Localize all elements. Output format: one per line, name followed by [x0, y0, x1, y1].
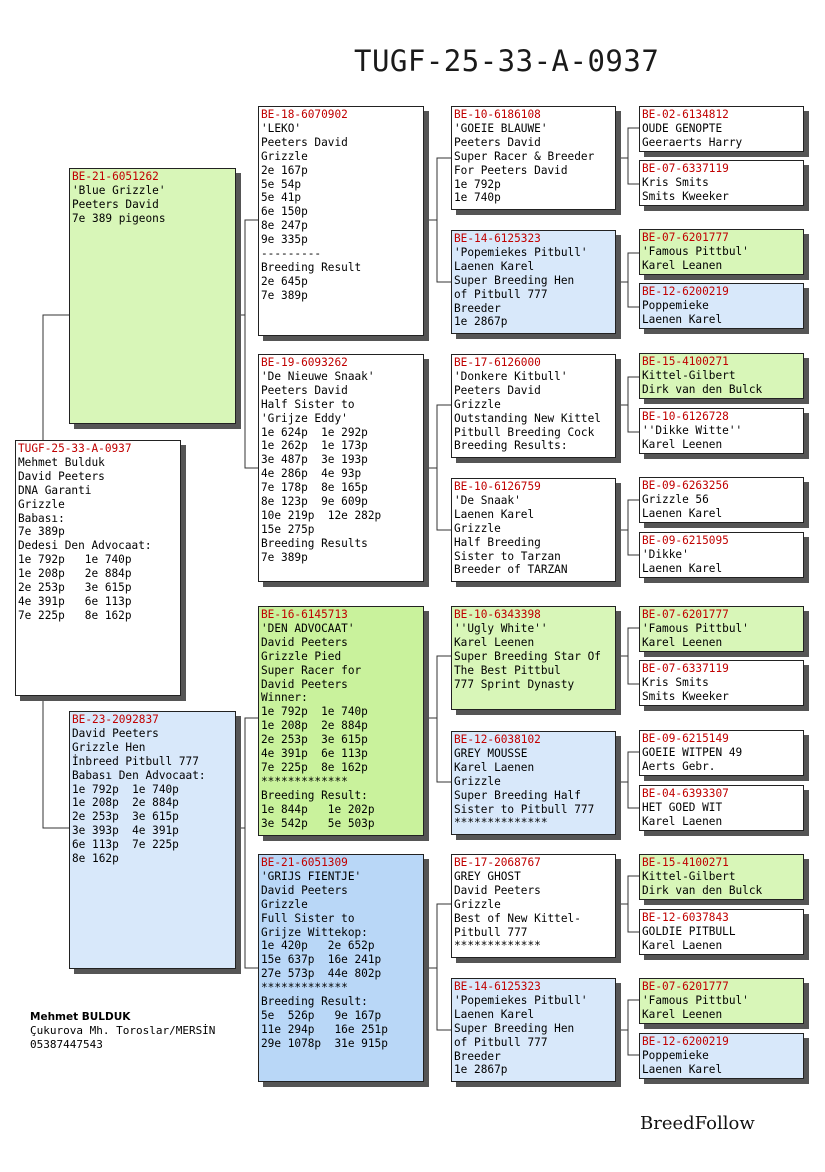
grandparent-card — [258, 606, 424, 836]
ancestor-gen5-card — [639, 854, 804, 900]
ring-number: TUGF-25-33-A-0937 — [18, 442, 132, 455]
pigeon-info-line: Mehmet Bulduk — [18, 455, 105, 469]
great-grandparent-card — [451, 731, 616, 835]
pigeon-info-line: 5e 41p — [261, 191, 302, 205]
pigeon-info-line: Dirk van den Bulck — [642, 382, 763, 396]
pigeon-info-line: GOLDIE PITBULL — [642, 924, 736, 938]
pigeon-info-line: --------- — [261, 247, 322, 261]
pigeon-info-line: 'GOEIE BLAUWE' — [454, 121, 548, 135]
ring-number: BE-10-6126728 — [642, 410, 729, 423]
ring-number: BE-12-6200219 — [642, 285, 729, 298]
pigeon-info-line: GOEIE WITPEN 49 — [642, 745, 743, 759]
ancestor-gen5-card — [639, 532, 804, 578]
pigeon-info-line: Breeder of TARZAN — [454, 563, 568, 577]
pigeon-info-line: 'GRIJS FIENTJE' — [261, 869, 362, 883]
pigeon-info-line: Karel Leenen — [454, 635, 535, 649]
ring-number: BE-17-6126000 — [454, 356, 541, 369]
pigeon-info-line: David Peeters — [454, 883, 541, 897]
ring-number: BE-17-2068767 — [454, 856, 541, 869]
pigeon-info-line: Grizzle — [261, 897, 308, 911]
pigeon-info-line: Peeters David — [72, 197, 159, 211]
pigeon-info-line: 7e 225p 8e 162p — [18, 608, 132, 622]
pigeon-info-line: 'Famous Pittbul' — [642, 621, 749, 635]
owner-address: Çukurova Mh. Toroslar/MERSİN — [30, 1024, 216, 1037]
ring-number: BE-18-6070902 — [261, 108, 348, 121]
ring-number: BE-10-6126759 — [454, 480, 541, 493]
pigeon-info-line: 2e 253p 3e 615p — [18, 581, 132, 595]
great-grandparent-card — [451, 230, 616, 334]
pigeon-info-line: 9e 335p — [261, 233, 308, 247]
ancestor-gen5-card — [639, 730, 804, 776]
pigeon-info-line: Kris Smits — [642, 175, 709, 189]
pigeon-info-line: Super Breeding Half — [454, 788, 581, 802]
pigeon-info-line: GREY GHOST — [454, 869, 521, 883]
great-grandparent-card — [451, 478, 616, 582]
pigeon-info-line: 1e 208p 2e 884p — [261, 719, 368, 733]
pigeon-info-line: 'Famous Pittbul' — [642, 244, 749, 258]
great-grandparent-card — [451, 978, 616, 1082]
pigeon-info-line: 6e 150p — [261, 205, 308, 219]
pigeon-info-line: ''Ugly White'' — [454, 621, 548, 635]
ring-number: BE-09-6263256 — [642, 479, 729, 492]
pigeon-info-line: 5e 54p — [261, 177, 302, 191]
pigeon-info-line: 1e 792p 1e 740p — [72, 782, 179, 796]
great-grandparent-card — [451, 354, 616, 458]
pigeon-info-line: Peeters David — [261, 135, 348, 149]
pigeon-info-line: 'Popemiekes Pitbull' — [454, 993, 588, 1007]
pigeon-info-line: Super Breeding Hen — [454, 273, 575, 287]
pigeon-info-line: ************* — [261, 774, 348, 788]
pigeon-info-line: 'Popemiekes Pitbull' — [454, 245, 588, 259]
pigeon-info-line: Aerts Gebr. — [642, 759, 716, 773]
ancestor-gen5-card — [639, 160, 804, 206]
pigeon-info-line: Babası Den Advocaat: — [72, 768, 206, 782]
pigeon-info-line: Karel Laenen — [642, 938, 723, 952]
pigeon-info-line: Karel Leenen — [642, 1007, 723, 1021]
pigeon-info-line: 1e 2867p — [454, 1063, 508, 1077]
pigeon-info-line: Peeters David — [261, 383, 348, 397]
pigeon-info-line: 1e 208p 2e 884p — [18, 567, 132, 581]
pigeon-info-line: Laenen Karel — [642, 1062, 723, 1076]
pigeon-info-line: 1e 262p 1e 173p — [261, 439, 368, 453]
pigeon-info-line: Half Breeding — [454, 535, 541, 549]
pigeon-info-line: Breeding Result — [261, 260, 362, 274]
pigeon-info-line: Grizzle — [261, 149, 308, 163]
pigeon-info-line: Sister to Tarzan — [454, 549, 561, 563]
pigeon-info-line: Smits Kweeker — [642, 689, 729, 703]
pigeon-info-line: Breeding Results — [261, 536, 368, 550]
pigeon-info-line: 'Famous Pittbul' — [642, 993, 749, 1007]
pigeon-info-line: 8e 123p 9e 609p — [261, 495, 368, 509]
pigeon-info-line: ************* — [261, 981, 348, 995]
pigeon-info-line: David Peeters — [261, 635, 348, 649]
dam-card — [69, 711, 236, 969]
pigeon-info-line: Laenen Karel — [454, 1007, 535, 1021]
pigeon-info-line: 1e 792p 1e 740p — [261, 705, 368, 719]
pigeon-info-line: Winner: — [261, 691, 308, 705]
owner-info — [30, 1010, 215, 1052]
ring-number: BE-12-6038102 — [454, 733, 541, 746]
owner-name: Mehmet BULDUK — [30, 1011, 131, 1023]
grandparent-card — [258, 854, 424, 1082]
ring-number: BE-04-6393307 — [642, 787, 729, 800]
ring-number: BE-14-6125323 — [454, 980, 541, 993]
pigeon-info-line: Breeding Results: — [454, 439, 568, 453]
pigeon-info-line: Grizzle — [454, 897, 501, 911]
pigeon-info-line: DNA Garanti — [18, 483, 92, 497]
pigeon-info-line: 'Blue Grizzle' — [72, 183, 166, 197]
ring-number: BE-02-6134812 — [642, 108, 729, 121]
ancestor-gen5-card — [639, 229, 804, 275]
ring-number: BE-21-6051262 — [72, 170, 159, 183]
pigeon-info-line: 2e 253p 3e 615p — [72, 810, 179, 824]
ancestor-gen5-card — [639, 606, 804, 652]
pigeon-info-line: 15e 275p — [261, 522, 315, 536]
pigeon-info-line: Babası: — [18, 511, 65, 525]
pigeon-info-line: 4e 286p 4e 93p — [261, 467, 362, 481]
ring-number: BE-07-6337119 — [642, 162, 729, 175]
ancestor-gen5-card — [639, 106, 804, 152]
ring-number: BE-09-6215149 — [642, 732, 729, 745]
ring-number: BE-10-6186108 — [454, 108, 541, 121]
pigeon-info-line: 'Grijze Eddy' — [261, 411, 348, 425]
subject-pigeon-card — [15, 440, 181, 696]
pigeon-info-line: Super Racer & Breeder — [454, 149, 595, 163]
pigeon-info-line: Peeters David — [454, 135, 541, 149]
pigeon-info-line: Grizzle 56 — [642, 492, 709, 506]
pigeon-info-line: Karel Leanen — [642, 258, 723, 272]
pigeon-info-line: 'De Nieuwe Snaak' — [261, 369, 375, 383]
ring-number: BE-14-6125323 — [454, 232, 541, 245]
ancestor-gen5-card — [639, 408, 804, 454]
ring-number: BE-07-6201777 — [642, 231, 729, 244]
ring-number: BE-15-4100271 — [642, 355, 729, 368]
pigeon-info-line: Full Sister to — [261, 911, 355, 925]
pigeon-info-line: İnbreed Pitbull 777 — [72, 754, 199, 768]
pigeon-info-line: Dedesi Den Advocaat: — [18, 539, 152, 553]
pigeon-info-line: The Best Pittbul — [454, 663, 561, 677]
pigeon-info-line: David Peeters — [261, 677, 348, 691]
pigeon-info-line: Breeder — [454, 301, 501, 315]
pigeon-info-line: Kittel-Gilbert — [642, 869, 736, 883]
pigeon-info-line: 7e 389 pigeons — [72, 211, 166, 225]
ring-number: BE-07-6201777 — [642, 980, 729, 993]
pedigree-title: TUGF-25-33-A-0937 — [354, 44, 660, 78]
pigeon-info-line: 1e 740p — [454, 191, 501, 205]
great-grandparent-card — [451, 854, 616, 958]
pigeon-info-line: Super Breeding Hen — [454, 1021, 575, 1035]
ancestor-gen5-card — [639, 785, 804, 831]
pigeon-info-line: ''Dikke Witte'' — [642, 423, 743, 437]
pigeon-info-line: 2e 167p — [261, 163, 308, 177]
pigeon-info-line: Super Breeding Star Of — [454, 649, 601, 663]
pigeon-info-line: 3e 542p 5e 503p — [261, 816, 375, 830]
pigeon-info-line: Laenen Karel — [454, 259, 535, 273]
pigeon-info-line: 7e 389p — [261, 288, 308, 302]
pigeon-info-line: 10e 219p 12e 282p — [261, 508, 382, 522]
pigeon-info-line: 8e 247p — [261, 219, 308, 233]
pigeon-info-line: 1e 2867p — [454, 315, 508, 329]
pigeon-info-line: 15e 637p 16e 241p — [261, 953, 382, 967]
pigeon-info-line: Karel Leenen — [642, 437, 723, 451]
great-grandparent-card — [451, 606, 616, 710]
pigeon-info-line: Poppemieke — [642, 1048, 709, 1062]
pigeon-info-line: OUDE GENOPTE — [642, 121, 723, 135]
ancestor-gen5-card — [639, 283, 804, 329]
pigeon-info-line: David Peeters — [18, 469, 105, 483]
pigeon-info-line: 1e 844p 1e 202p — [261, 802, 375, 816]
pigeon-info-line: Outstanding New Kittel — [454, 411, 601, 425]
pigeon-info-line: Kris Smits — [642, 675, 709, 689]
pigeon-info-line: Grijze Wittekop: — [261, 925, 368, 939]
pigeon-info-line: 1e 624p 1e 292p — [261, 425, 368, 439]
pigeon-info-line: 777 Sprint Dynasty — [454, 677, 575, 691]
brand-logo: BreedFollow — [640, 1113, 755, 1134]
pigeon-info-line: Grizzle — [18, 497, 65, 511]
pigeon-info-line: Grizzle — [454, 521, 501, 535]
pigeon-info-line: HET GOED WIT — [642, 800, 723, 814]
pigeon-info-line: 2e 645p — [261, 274, 308, 288]
pigeon-info-line: 6e 113p 7e 225p — [72, 838, 179, 852]
pigeon-info-line: Breeding Result: — [261, 788, 368, 802]
ancestor-gen5-card — [639, 353, 804, 399]
pigeon-info-line: of Pitbull 777 — [454, 1035, 548, 1049]
ancestor-gen5-card — [639, 978, 804, 1024]
ring-number: BE-10-6343398 — [454, 608, 541, 621]
pigeon-info-line: 7e 225p 8e 162p — [261, 760, 368, 774]
ring-number: BE-07-6337119 — [642, 662, 729, 675]
sire-card — [69, 168, 236, 424]
ring-number: BE-12-6200219 — [642, 1035, 729, 1048]
grandparent-card — [258, 106, 424, 336]
pigeon-info-line: Poppemieke — [642, 298, 709, 312]
pigeon-info-line: GREY MOUSSE — [454, 746, 528, 760]
pigeon-info-line: Karel Laenen — [454, 760, 535, 774]
pigeon-info-line: Grizzle — [454, 774, 501, 788]
pigeon-info-line: Grizzle Hen — [72, 740, 146, 754]
pigeon-info-line: Pitbull Breeding Cock — [454, 425, 595, 439]
pigeon-info-line: ************* — [454, 939, 541, 953]
pigeon-info-line: Karel Laenen — [642, 814, 723, 828]
pigeon-info-line: 2e 253p 3e 615p — [261, 733, 368, 747]
pigeon-info-line: 'De Snaak' — [454, 493, 521, 507]
ring-number: BE-16-6145713 — [261, 608, 348, 621]
pigeon-info-line: 7e 178p 8e 165p — [261, 481, 368, 495]
pigeon-info-line: Best of New Kittel- — [454, 911, 581, 925]
pigeon-info-line: Half Sister to — [261, 397, 355, 411]
pigeon-info-line: Pitbull 777 — [454, 925, 528, 939]
ring-number: BE-07-6201777 — [642, 608, 729, 621]
pigeon-info-line: Grizzle Pied — [261, 649, 342, 663]
ring-number: BE-23-2092837 — [72, 713, 159, 726]
ring-number: BE-15-4100271 — [642, 856, 729, 869]
pigeon-info-line: Karel Leenen — [642, 635, 723, 649]
pigeon-info-line: 1e 420p 2e 652p — [261, 939, 375, 953]
pigeon-info-line: Breeder — [454, 1049, 501, 1063]
pigeon-info-line: ************** — [454, 816, 548, 830]
pigeon-info-line: For Peeters David — [454, 163, 568, 177]
pigeon-info-line: Laenen Karel — [642, 506, 723, 520]
pigeon-info-line: 'DEN ADVOCAAT' — [261, 621, 355, 635]
pigeon-info-line: 5e 526p 9e 167p — [261, 1008, 382, 1022]
pigeon-info-line: 1e 208p 2e 884p — [72, 796, 179, 810]
owner-phone: 05387447543 — [30, 1038, 103, 1051]
pigeon-info-line: Grizzle — [454, 397, 501, 411]
pigeon-info-line: Dirk van den Bulck — [642, 883, 763, 897]
pigeon-info-line: 'Dikke' — [642, 547, 689, 561]
pigeon-info-line: 11e 294p 16e 251p — [261, 1022, 388, 1036]
pigeon-info-line: 'LEKO' — [261, 121, 302, 135]
pigeon-info-line: 3e 487p 3e 193p — [261, 453, 368, 467]
pigeon-info-line: 4e 391p 6e 113p — [261, 747, 368, 761]
pigeon-info-line: Super Racer for — [261, 663, 362, 677]
pigeon-info-line: 4e 391p 6e 113p — [18, 594, 132, 608]
ancestor-gen5-card — [639, 660, 804, 706]
ring-number: BE-19-6093262 — [261, 356, 348, 369]
ancestor-gen5-card — [639, 1033, 804, 1079]
pigeon-info-line: Kittel-Gilbert — [642, 368, 736, 382]
pigeon-info-line: Laenen Karel — [454, 507, 535, 521]
ancestor-gen5-card — [639, 909, 804, 955]
pigeon-info-line: 7e 389p — [261, 550, 308, 564]
pigeon-info-line: 8e 162p — [72, 852, 119, 866]
pigeon-info-line: Laenen Karel — [642, 561, 723, 575]
pigeon-info-line: of Pitbull 777 — [454, 287, 548, 301]
pigeon-info-line: 29e 1078p 31e 915p — [261, 1036, 388, 1050]
pigeon-info-line: 'Donkere Kitbull' — [454, 369, 568, 383]
pigeon-info-line: Geeraerts Harry — [642, 135, 743, 149]
ring-number: BE-09-6215095 — [642, 534, 729, 547]
pigeon-info-line: 1e 792p 1e 740p — [18, 553, 132, 567]
pigeon-info-line: 7e 389p — [18, 525, 65, 539]
great-grandparent-card — [451, 106, 616, 210]
pigeon-info-line: Peeters David — [454, 383, 541, 397]
pigeon-info-line: Breeding Result: — [261, 995, 368, 1009]
pigeon-info-line: 1e 792p — [454, 177, 501, 191]
ancestor-gen5-card — [639, 477, 804, 523]
ring-number: BE-12-6037843 — [642, 911, 729, 924]
grandparent-card — [258, 354, 424, 582]
pigeon-info-line: Laenen Karel — [642, 312, 723, 326]
pigeon-info-line: David Peeters — [261, 883, 348, 897]
pigeon-info-line: Sister to Pitbull 777 — [454, 802, 595, 816]
pigeon-info-line: Smits Kweeker — [642, 189, 729, 203]
ring-number: BE-21-6051309 — [261, 856, 348, 869]
pigeon-info-line: David Peeters — [72, 726, 159, 740]
pigeon-info-line: 3e 393p 4e 391p — [72, 824, 179, 838]
pigeon-info-line: 27e 573p 44e 802p — [261, 967, 382, 981]
